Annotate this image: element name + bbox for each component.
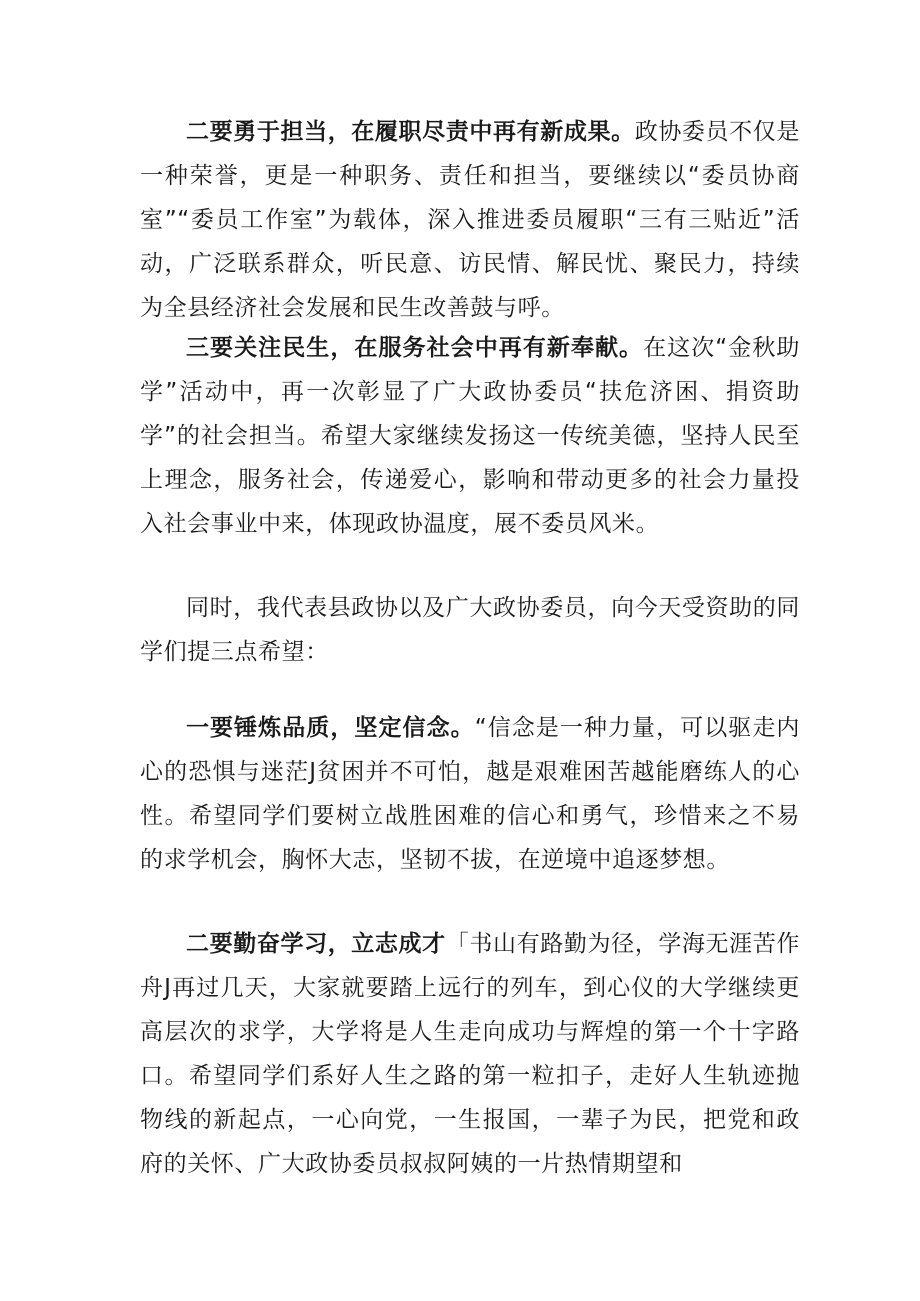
paragraph-body: 「书山有路勤为径，学海无涯苦作舟J再过几天，大家就要踏上远行的列车，到心仪的大学继续更高层次的求学，大学将是人生走向成功与辉煌的第一个十字路口。希望同学们系好人生之路的第一粒扣子，走好人生轨迹抛物线的新起点，一心向党，一生报国，一辈子为民，把党和政府的关怀、广大政协委员叔叔阿姨的一片热情期望和 <box>140 931 800 1177</box>
paragraph-body: 政协委员不仅是一种荣誉，更是一种职务、责任和担当，要继续以“委员协商室”“委员工作室”为载体，深入推进委员履职“三有三贴近”活动，广泛联系群众，听民意、访民情、解民忧、聚民力，持续为全县经济社会发展和民生改善鼓与呼。 <box>140 119 800 321</box>
paragraph-lead: 三要关注民生，在服务社会中再有新奉献。 <box>186 335 644 361</box>
paragraph-lead: 二要勇于担当，在履职尽责中再有新成果。 <box>186 119 635 145</box>
paragraph-duty <box>140 110 800 330</box>
paragraph-body: 同时，我代表县政协以及广大政协委员，向今天受资助的同学们提三点希望： <box>140 595 800 665</box>
paragraph-body: 在这次“金秋助学”活动中，再一次彰显了广大政协委员“扶危济困、捐资助学”的社会担当。希望大家继续发扬这一传统美德，坚持人民至上理念，服务社会，传递爱心，影响和带动更多的社会力量投入社会事业中来，体现政协温度，展不委员风米。 <box>140 335 800 537</box>
paragraph-lead: 二要勤奋学习，立志成才 <box>186 931 446 957</box>
paragraph-body: “信念是一种力量，可以驱走内心的恐惧与迷茫J贫困并不可怕，越是艰难困苦越能磨练人的心性。希望同学们要树立战胜困难的信心和勇气，珍惜来之不易的求学机会，胸怀大志，坚韧不拔，在逆境中追逐梦想。 <box>140 715 800 873</box>
paragraph-livelihood <box>140 326 800 546</box>
paragraph-belief <box>140 706 800 882</box>
paragraph-lead: 一要锤炼品质，坚定信念。 <box>186 715 475 741</box>
paragraph-study <box>140 922 800 1186</box>
paragraph-transition <box>140 586 800 674</box>
